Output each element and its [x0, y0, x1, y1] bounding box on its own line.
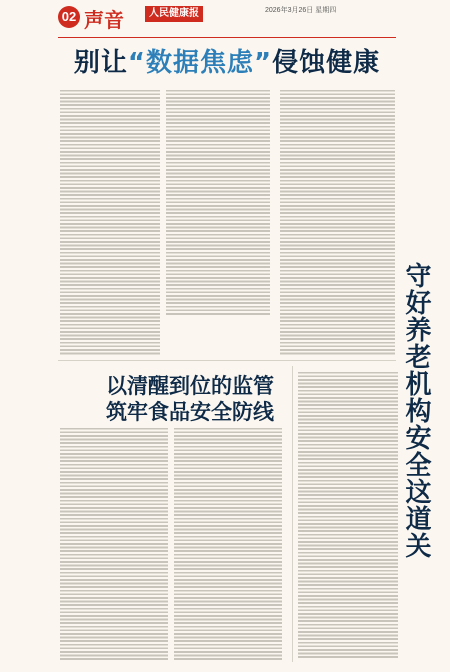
article-1-column-1 — [60, 88, 160, 356]
section-title: 声音 — [84, 8, 124, 32]
article-2-column-2 — [174, 426, 282, 660]
header-divider — [58, 37, 396, 38]
article-3-body — [298, 370, 398, 660]
issue-date: 2026年3月26日 星期四 — [265, 7, 337, 14]
article-divider — [58, 360, 396, 361]
article-2-title-line-2: 筑牢食品安全防线 — [106, 400, 274, 424]
page-number-badge: 02 — [58, 6, 80, 28]
article-1-title: 别让“数据焦虑”侵蚀健康 — [73, 48, 381, 78]
newspaper-logo: 人民健康报 — [145, 6, 203, 22]
article-1-column-2 — [166, 88, 270, 316]
column-divider — [292, 366, 293, 662]
article-2-title-line-1: 以清醒到位的监管 — [106, 374, 274, 398]
article-1-column-3 — [280, 88, 395, 356]
title-highlight: “数据焦虑” — [127, 48, 273, 78]
masthead — [0, 0, 450, 38]
article-3-title: 守好养老机构安全这道关 — [401, 262, 431, 559]
article-2-column-1 — [60, 426, 168, 660]
